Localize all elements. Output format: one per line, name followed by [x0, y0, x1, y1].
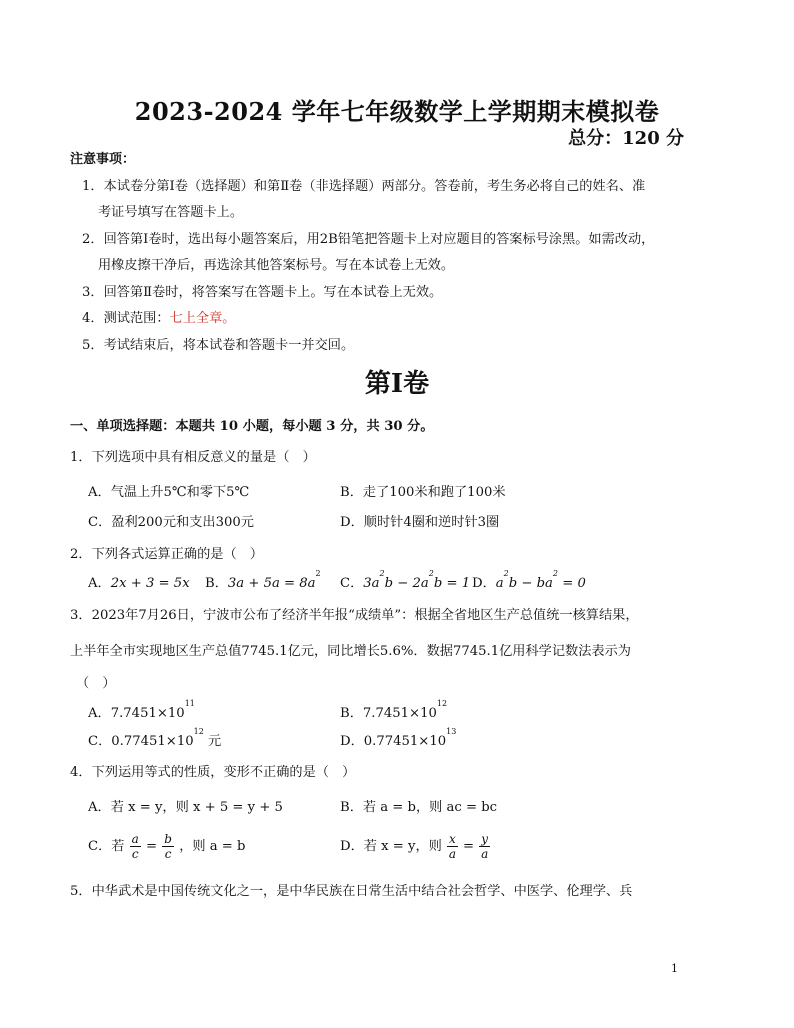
- question-3-stem-line2: 上半年全市实现地区生产总值7745.1亿元，同比增长5.6%．数据7745.1亿用科学记数法表示为: [70, 644, 631, 659]
- equals-sign: =: [463, 839, 475, 854]
- q3-d-text: D．0.77451×10: [340, 734, 447, 749]
- exam-title: 2023-2024 学年七年级数学上学期期末模拟卷: [134, 97, 660, 126]
- notice-item-4: [82, 307, 235, 326]
- q4-c-conclusion: ，则 a = b: [179, 839, 246, 854]
- notice-item-2: 2．回答第Ⅰ卷时，选出每小题答案后，用2B铅笔把答题卡上对应题目的答案标号涂黑。如需改动，: [82, 232, 655, 247]
- fraction-a-over-c: $\frac{a}{c}$: [131, 832, 139, 861]
- q2-option-d: [472, 569, 586, 591]
- q1-option-c: C．盈利200元和支出300元: [88, 515, 254, 530]
- section-title: 第Ⅰ卷: [364, 369, 430, 399]
- q2-d-expr: $a^2b - ba^2 = 0$: [495, 569, 586, 591]
- q2-b-exp: 2: [315, 569, 321, 578]
- notice-item-1-cont: 考证号填写在答题卡上。: [98, 205, 244, 220]
- q3-option-a: [88, 699, 195, 721]
- q1-option-d: D．顺时针4圈和逆时针3圈: [340, 515, 500, 530]
- q2-option-b: [205, 569, 321, 591]
- q2-option-a: [88, 572, 190, 591]
- q3-d-exp: 13: [446, 727, 457, 736]
- test-scope: 七上全章。: [169, 311, 236, 326]
- equals-sign: =: [146, 839, 158, 854]
- q3-option-b: [340, 699, 448, 721]
- q3-c-exp: 12: [193, 727, 204, 736]
- q4-option-c: [88, 832, 246, 861]
- fraction-x-over-a: $\frac{x}{a}$: [448, 832, 457, 861]
- q2-b-expr: 3a + 5a = 8a: [227, 576, 316, 591]
- q1-option-b: B．走了100米和跑了100米: [340, 485, 506, 500]
- q4-d-label: D．若 x = y，则: [340, 839, 442, 854]
- q4-option-a: A．若 x = y，则 x + 5 = y + 5: [88, 800, 283, 815]
- notice-item-2-cont: 用橡皮擦干净后，再选涂其他答案标号。写在本试卷上无效。: [98, 258, 455, 273]
- part-heading: 一、单项选择题：本题共 10 小题，每小题 3 分，共 30 分。: [70, 419, 434, 434]
- question-5-stem: 5．中华武术是中国传统文化之一，是中华民族在日常生活中结合社会哲学、中医学、伦理学、兵: [70, 884, 633, 899]
- q3-option-c: [88, 727, 222, 749]
- notice-item-4-label: 4．测试范围：: [82, 311, 170, 326]
- question-3-stem-line1: 3．2023年7月26日，宁波市公布了经济半年报“成绩单”：根据全省地区生产总值统一核算结果，: [70, 608, 639, 623]
- q2-c-expr: $3a^2b - 2a^2b = 1$: [363, 569, 471, 591]
- q3-c-unit: 元: [203, 734, 222, 749]
- total-score: 总分：120 分: [568, 128, 684, 149]
- q4-option-d: [340, 832, 491, 861]
- notice-item-3: 3．回答第Ⅱ卷时，将答案写在答题卡上。写在本试卷上无效。: [82, 285, 443, 300]
- notice-item-5: 5．考试结束后，将本试卷和答题卡一并交回。: [82, 338, 355, 353]
- q3-b-text: B．7.7451×10: [340, 706, 437, 721]
- q2-b-label: B．: [205, 576, 228, 591]
- q2-c-label: C．: [340, 576, 364, 591]
- q2-option-c: [340, 569, 471, 591]
- question-3-stem-line3: （ ）: [76, 676, 116, 691]
- q3-a-exp: 11: [184, 699, 195, 708]
- q2-a-expr: 2x + 3 = 5x: [110, 576, 190, 591]
- q2-d-label: D．: [472, 576, 496, 591]
- q3-b-exp: 12: [436, 699, 448, 708]
- q3-option-d: [340, 727, 457, 749]
- q4-c-label: C．若: [88, 839, 125, 854]
- q4-option-b: B．若 a = b，则 ac = bc: [340, 800, 498, 815]
- question-4-stem: 4．下列运用等式的性质，变形不正确的是（ ）: [70, 765, 356, 780]
- q1-option-a: A．气温上升5℃和零下5℃: [88, 485, 250, 500]
- q3-a-text: A．7.7451×10: [88, 706, 185, 721]
- question-1-stem: 1．下列选项中具有相反意义的量是（ ）: [70, 450, 316, 465]
- fraction-b-over-c: $\frac{b}{c}$: [164, 832, 172, 861]
- notice-heading: 注意事项：: [70, 152, 136, 167]
- fraction-y-over-a: $\frac{y}{a}$: [481, 832, 489, 861]
- q2-a-label: A．: [88, 576, 111, 591]
- q3-c-text: C．0.77451×10: [88, 734, 194, 749]
- page-number: 1: [671, 962, 678, 975]
- question-2-stem: 2．下列各式运算正确的是（ ）: [70, 547, 264, 562]
- notice-item-1: 1．本试卷分第Ⅰ卷（选择题）和第Ⅱ卷（非选择题）两部分。答卷前，考生务必将自己的姓名、准: [82, 179, 646, 194]
